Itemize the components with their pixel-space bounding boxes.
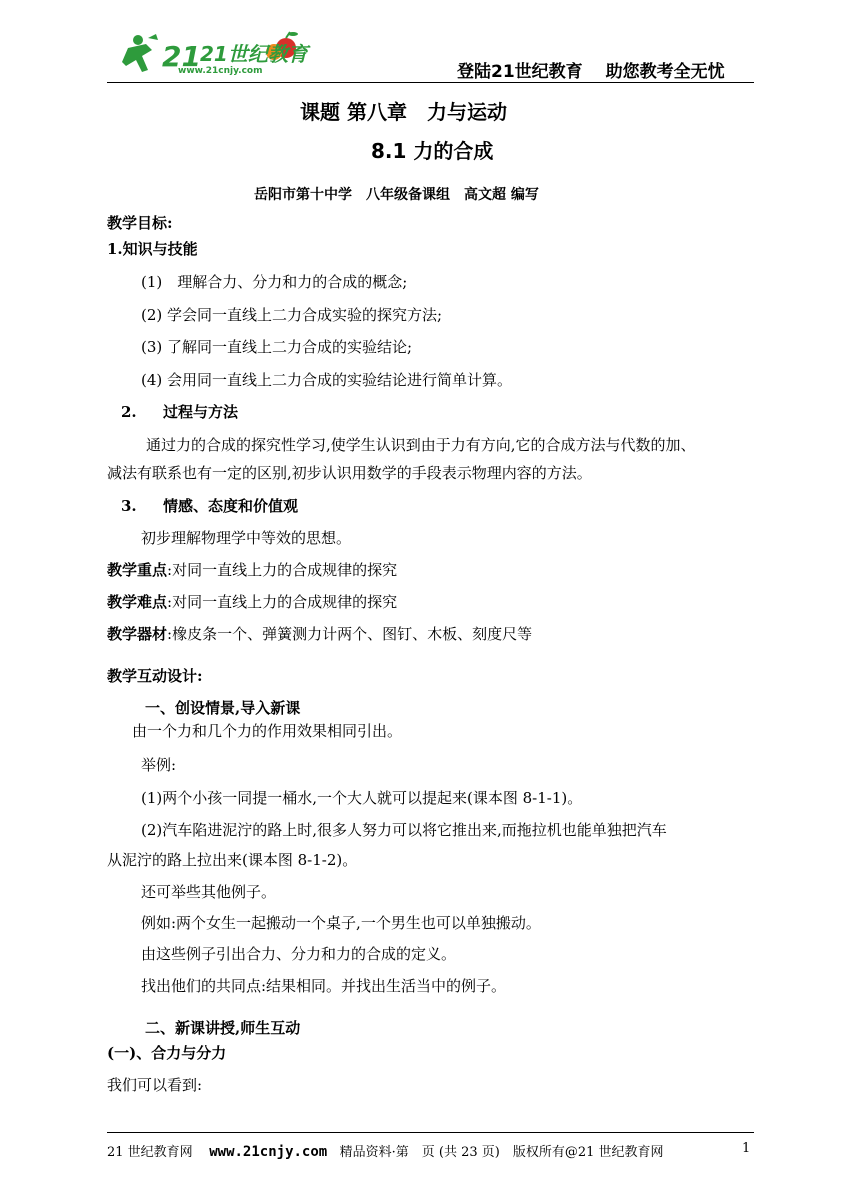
- difficulty-text: :对同一直线上力的合成规律的探究: [167, 593, 398, 611]
- section-1-common: 找出他们的共同点:结果相同。并找出生活当中的例子。: [141, 977, 507, 995]
- equipment-label: 教学器材: [107, 625, 168, 643]
- goals-heading: 教学目标:: [107, 214, 173, 232]
- section-2-subheading: (一)、合力与分力: [107, 1044, 227, 1062]
- section-2-heading: 二、新课讲授,师生互动: [145, 1019, 301, 1037]
- section-1-example-2b: 从泥泞的路上拉出来(课本图 8-1-2)。: [107, 851, 358, 869]
- section-1-intro: 由一个力和几个力的作用效果相同引出。: [132, 722, 403, 740]
- header-rule: [107, 82, 754, 83]
- attitude-number: 3.: [121, 497, 137, 515]
- goal-item-4: (4) 会用同一直线上二力合成的实验结论进行简单计算。: [141, 371, 513, 389]
- page-number: 1: [742, 1141, 751, 1156]
- teaching-difficulty: [107, 592, 397, 612]
- focus-label: 教学重点: [107, 561, 168, 579]
- header-slogan: 登陆21世纪教育 助您教考全无忧: [457, 62, 725, 82]
- process-heading: 过程与方法: [163, 403, 239, 421]
- logo-url: www.21cnjy.com: [178, 66, 263, 76]
- process-paragraph-1: 通过力的合成的探究性学习,使学生认识到由于力有方向,它的合成方法与代数的加、: [146, 436, 696, 454]
- attitude-paragraph: 初步理解物理学中等效的思想。: [141, 529, 352, 547]
- difficulty-label: 教学难点: [107, 593, 168, 611]
- section-1-more: 还可举些其他例子。: [141, 883, 277, 901]
- footer-rule: [107, 1132, 754, 1133]
- svg-text:21: 21: [162, 40, 201, 73]
- section-1-definition: 由这些例子引出合力、分力和力的合成的定义。: [141, 945, 457, 963]
- goal-item-2: (2) 学会同一直线上二力合成实验的探究方法;: [141, 306, 443, 324]
- author-line: 岳阳市第十中学 八年级备课组 高文超 编写: [254, 187, 539, 203]
- process-paragraph-2: 减法有联系也有一定的区别,初步认识用数学的手段表示物理内容的方法。: [107, 464, 592, 482]
- section-title: 8.1 力的合成: [371, 139, 494, 163]
- footer-site-link[interactable]: www.21cnjy.com: [209, 1144, 328, 1160]
- section-1-example-2a: (2)汽车陷进泥泞的路上时,很多人努力可以将它推出来,而拖拉机也能单独把汽车: [141, 821, 667, 839]
- process-number: 2.: [121, 403, 137, 421]
- design-heading: 教学互动设计:: [107, 667, 203, 685]
- footer-left: 21 世纪教育网: [107, 1145, 193, 1160]
- section-1-heading: 一、创设情景,导入新课: [145, 699, 301, 717]
- equipment-text: :橡皮条一个、弹簧测力计两个、图钉、木板、刻度尺等: [167, 625, 533, 643]
- teaching-focus: [107, 560, 397, 580]
- logo-text: 21世纪教育: [200, 42, 308, 66]
- section-1-example-label: 举例:: [141, 756, 177, 774]
- section-2-line: 我们可以看到:: [107, 1076, 203, 1094]
- teaching-equipment: [107, 624, 532, 644]
- goal-item-3: (3) 了解同一直线上二力合成的实验结论;: [141, 338, 413, 356]
- footer: [107, 1141, 664, 1160]
- lesson-title: 课题 第八章 力与运动: [300, 100, 507, 124]
- section-1-eg: 例如:两个女生一起搬动一个桌子,一个男生也可以单独搬动。: [141, 914, 541, 932]
- attitude-heading: 情感、态度和价值观: [163, 497, 299, 515]
- goal-item-1: (1) 理解合力、分力和力的合成的概念;: [141, 273, 408, 291]
- knowledge-heading: 1.知识与技能: [107, 240, 198, 258]
- section-1-example-1: (1)两个小孩一同提一桶水,一个大人就可以提起来(课本图 8-1-1)。: [141, 789, 583, 807]
- focus-text: :对同一直线上力的合成规律的探究: [167, 561, 398, 579]
- footer-middle: 精品资料·第 页 (共 23 页) 版权所有@21 世纪教育网: [339, 1145, 664, 1160]
- site-logo[interactable]: [118, 30, 308, 80]
